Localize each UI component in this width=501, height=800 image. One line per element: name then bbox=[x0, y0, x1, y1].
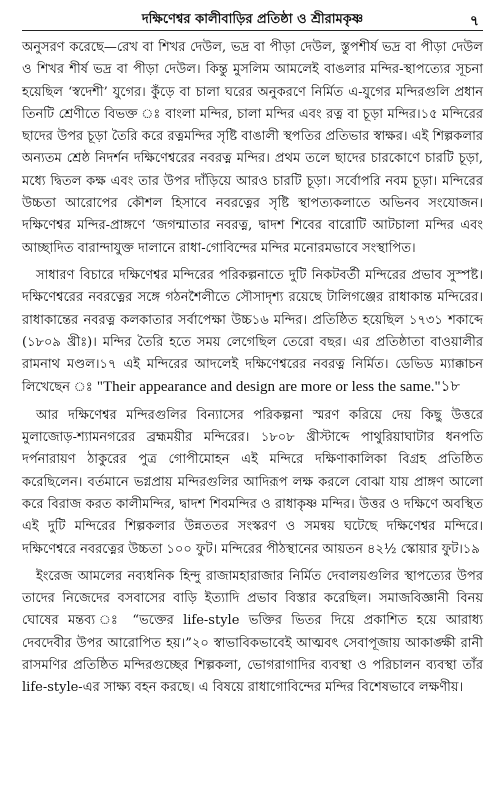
paragraph-2-text: সাধারণ বিচারে দক্ষিণেশ্বর মন্দিরের পরিকল্পনাতে দুটি নিকটবর্তী মন্দিরের প্রভাব সুস্পষ্ট। দক্ষিণেশ্বরের নবরত্নের সঙ্গে গঠনশৈলীতে সৌসাদৃশ্য রয়েছে টালিগঞ্জের রাধাকান্ত মন্দিরের। রাধাকান্তের নবরত্ন কলকাতার সর্বাপেক্ষা উচ্চ১৬ মন্দির। প্রতিষ্ঠিত হয়েছিল ১৭৩১ শকাব্দে (১৮০৯ খ্রীঃ)। মন্দির তৈরি হতে সময় লেগেছিল তেরো বছর। এর প্রতিষ্ঠাতা বাওয়ালীর রামনাথ মণ্ডল।১৭ এই মন্দিরের আদলেই দক্ষিণেশ্বরের নবরত্ন নির্মিত। ডেভিড ম্যাক্কাচন লিখেছেন ঃ bbox=[22, 267, 483, 396]
running-header bbox=[22, 6, 483, 31]
english-quote: "Their appearance and design are more or less the same."১৮ bbox=[96, 379, 461, 396]
paragraph-1: অনুসরণ করেছে—রেখ বা শিখর দেউল, ভদ্র বা পীড়া দেউল, স্তুপশীর্ষ ভদ্র বা পীড়া দেউল ও শিখর শীর্ষ ভদ্র বা পীড়া দেউল। কিন্তু মুসলিম আমলেই বাঙলার মন্দির-স্থাপত্যের সূচনা হয়েছিল ‘স্বদেশী’ যুগের। কুঁড়ে বা চালা ঘরের অনুকরণে নির্মিত এ-যুগের মন্দিরগুলি প্রধান তিনটি শ্রেণীতে বিভক্ত ঃ বাংলা মন্দির, চালা মন্দির এবং রত্ন বা চূড়া মন্দির।১৫ মন্দিরের ছাদের উপর চূড়া তৈরি করে রত্নমন্দির সৃষ্টি বাঙালী স্থপতির প্রতিভার স্বাক্ষর। এই শিল্পকলার অন্যতম শ্রেষ্ঠ নিদর্শন দক্ষিণেশ্বরের নবরত্ন মন্দির। প্রথম তলে ছাদের চারকোণে চারটি চূড়া, মধ্যে দ্বিতল কক্ষ এবং তার উপর দাঁড়িয়ে আরও চারটি চূড়া। সর্বোপরি নবম চূড়া। মন্দিরের উচ্চতা আরোপের কৌশল হিসাবে নবরত্নের সৃষ্টি স্থাপত্যকলাতে অভিনব সংযোজন। দক্ষিণেশ্বর মন্দির-প্রাঙ্গণে ‘জগন্মাতার নবরত্ন, দ্বাদশ শিবের বারোটি আটচালা মন্দির এবং আচ্ছাদিত বারান্দাযুক্ত দালানে রাধা-গোবিন্দের মন্দির মনোরমভাবে সংস্থাপিত। bbox=[22, 40, 483, 256]
paragraph-4: ইংরেজ আমলের নব্যধনিক হিন্দু রাজামহারাজার নির্মিত দেবালয়গুলির স্থাপত্যের উপর তাদের নিজেদের বসবাসের বাড়ি ইত্যাদি প্রভাব বিস্তার করেছিল। সমাজবিজ্ঞানী বিনয় ঘোষের মন্তব্য ঃ “ভক্তের life-style ভক্তির ভিতর দিয়ে প্রকাশিত হয়ে আরাধ্য দেবদেবীর উপর আরোপিত হয়।”২০ স্বাভাবিকভাবেই আত্মবৎ সেবাপূজায় আকাঙ্ক্ষী রানী রাসমণির প্রতিষ্ঠিত মন্দিরগুচ্ছের শিল্পকলা, ভোগরাগাদির ব্যবস্থা ও পরিচালন ব্যবস্থা তাঁর life-style-এর সাক্ষ্য বহন করছে। এ বিষয়ে রাধাগোবিন্দের মন্দির বিশেষভাবে লক্ষণীয়। bbox=[22, 568, 483, 696]
page-number: ৭ bbox=[469, 13, 479, 29]
running-title: দক্ষিণেশ্বর কালীবাড়ির প্রতিষ্ঠা ও শ্রীরামকৃষ্ণ bbox=[141, 12, 364, 27]
paragraph-3: আর দক্ষিণেশ্বর মন্দিরগুলির বিন্যাসের পরিকল্পনা স্মরণ করিয়ে দেয় কিছু উত্তরে মুলাজোড়-শ্যামনগরের ব্রহ্মময়ীর মন্দিরের। ১৮০৮ খ্রীস্টাব্দে পাথুরিয়াঘাটার ধনপতি দর্পনারায়ণ ঠাকুরের পুত্র গোপীমোহন এই মন্দিরে দক্ষিণাকালিকা বিগ্রহ প্রতিষ্ঠিত করেছিলেন। বর্তমানে ভগ্নপ্রায় মন্দিরগুলির আদিরূপ লক্ষ করলে বোঝা যায় প্রাঙ্গণ আলো করে বিরাজ করত কালীমন্দির, দ্বাদশ শিবমন্দির ও রাধাকৃষ্ণ মন্দির। উত্তর ও দক্ষিণে অবস্থিত এই দুটি মন্দিরের শিল্পকলার উন্নততর সংস্করণ ও সমন্বয় ঘটেছে দক্ষিণেশ্বর মন্দিরে। দক্ষিণেশ্বরে নবরত্নের উচ্চতা ১০০ ফুট। মন্দিরের পীঠস্থানের আয়তন ৪২½ স্কোয়ার ফুট।১৯ bbox=[22, 407, 483, 557]
paragraph-2 bbox=[22, 265, 483, 400]
